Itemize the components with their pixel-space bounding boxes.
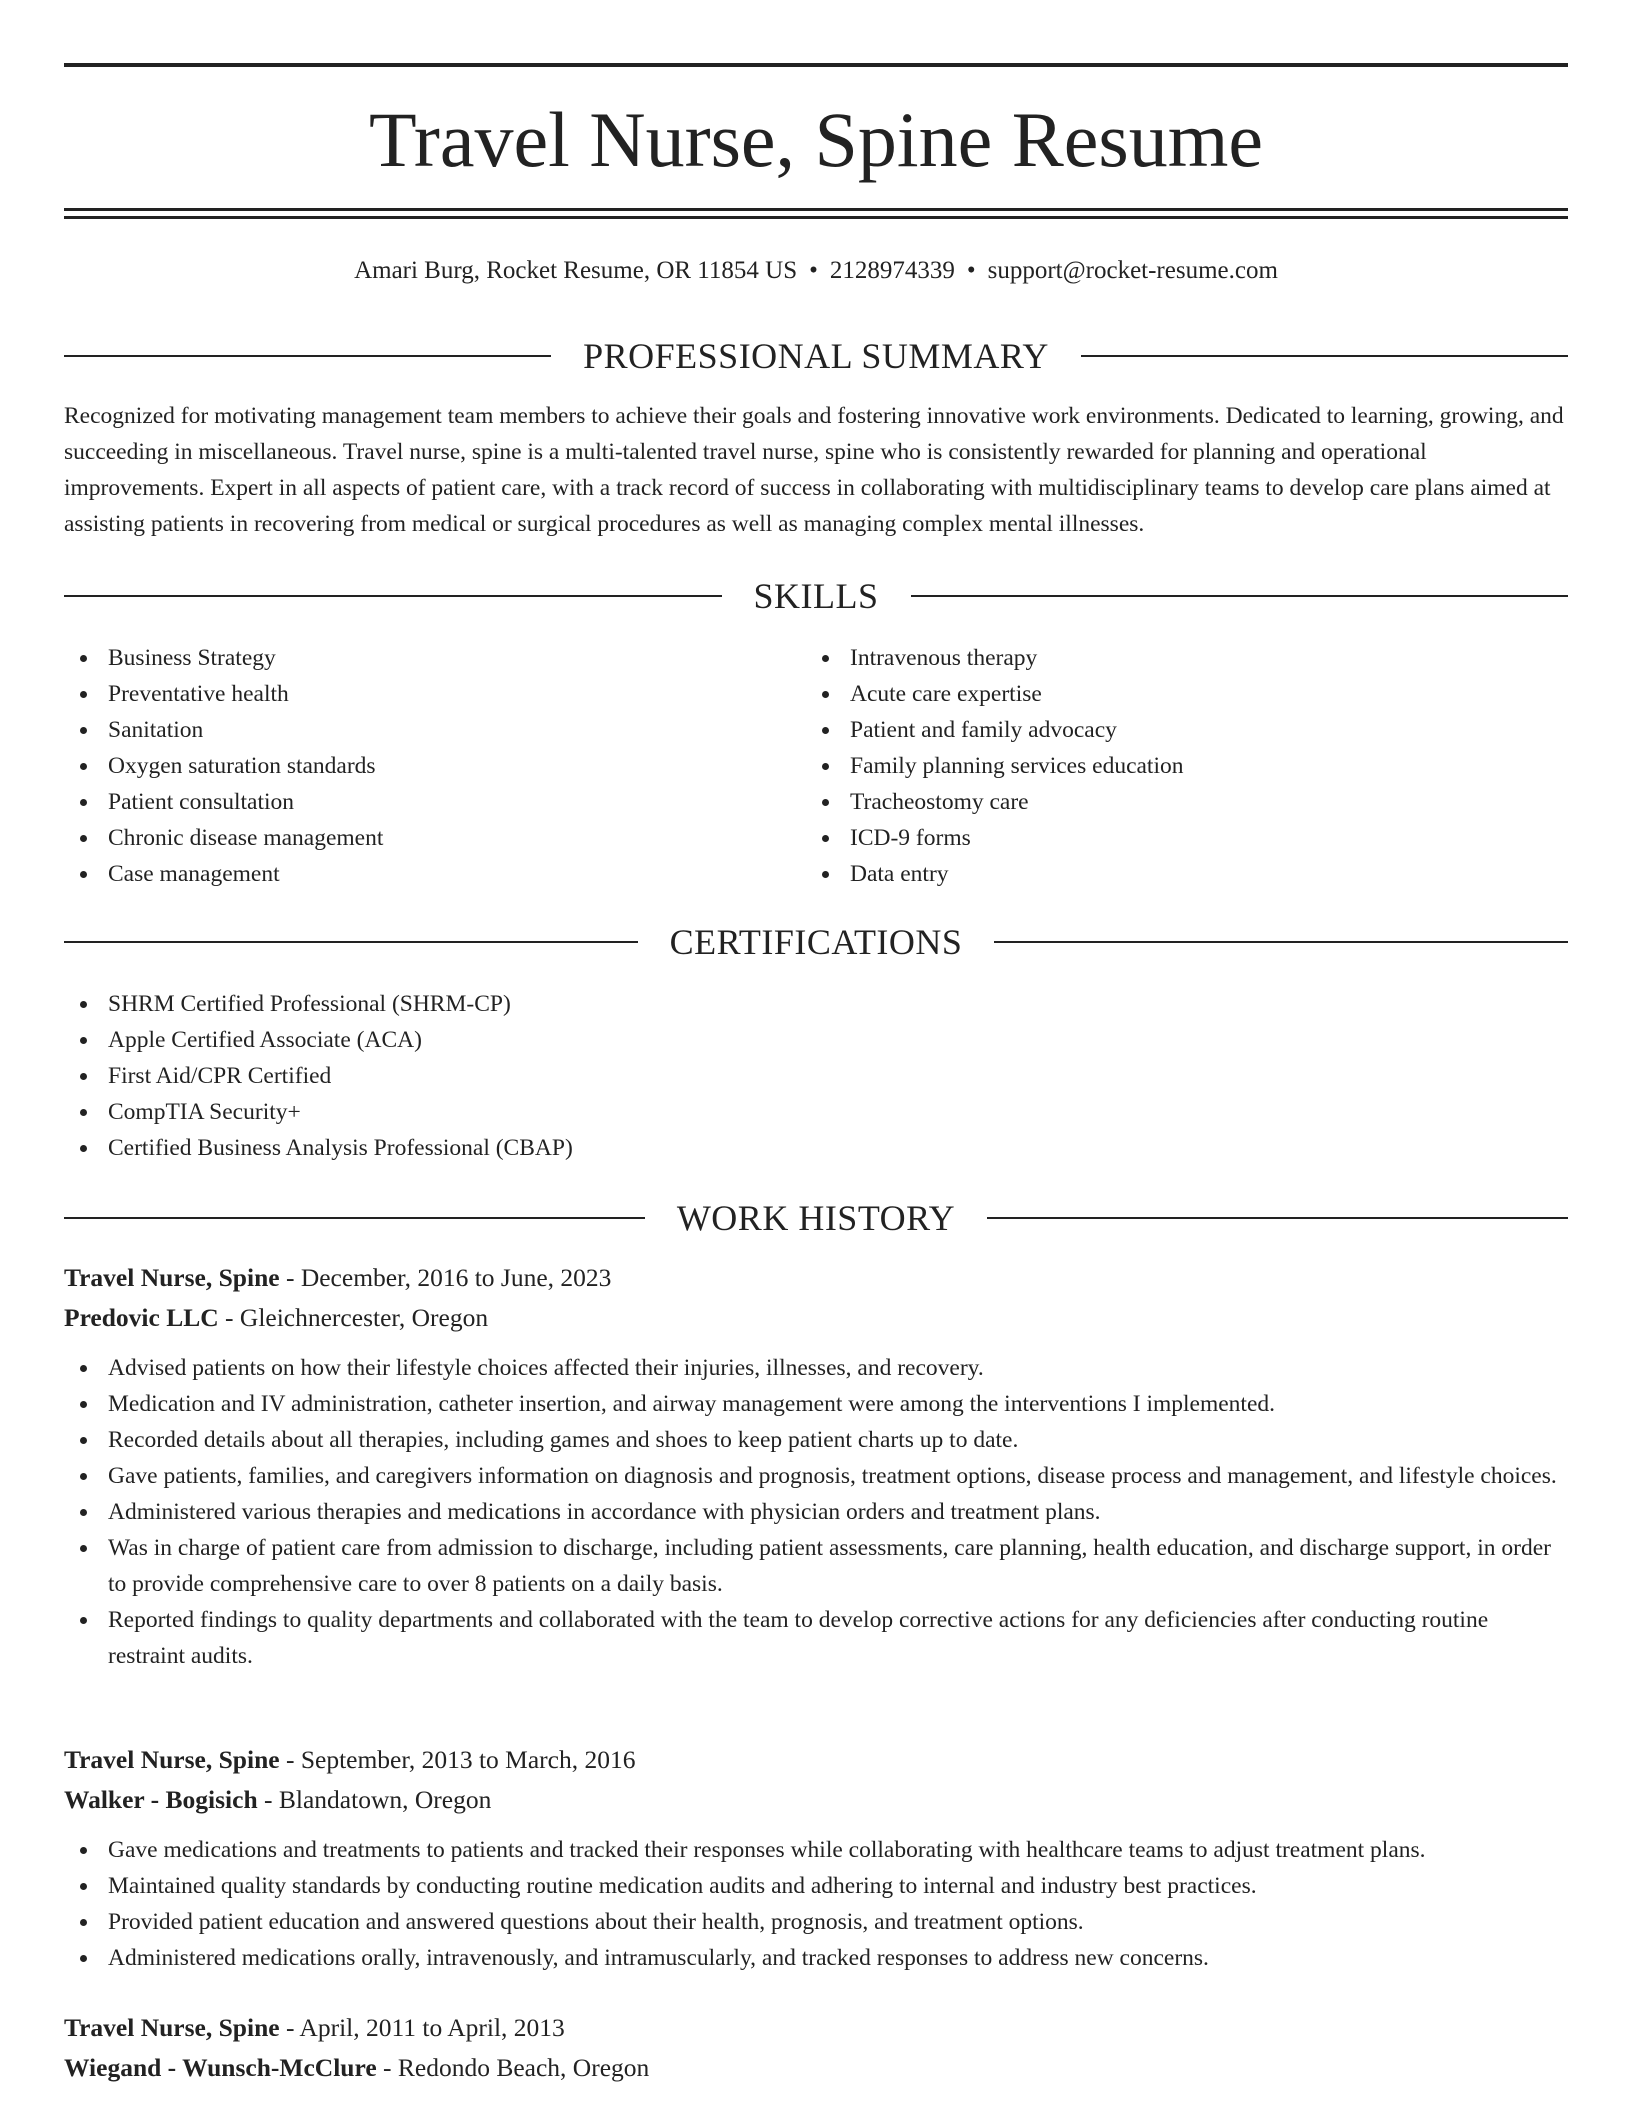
certification-item: Apple Certified Associate (ACA) — [64, 1022, 1568, 1058]
job-duty: Provided patient education and answered questions about their health, prognosis, and treatment options. — [64, 1904, 1568, 1940]
job-duty: Reported findings to quality departments and collaborated with the team to develop corrective actions for any deficiencies after conducting routine restraint audits. — [64, 1602, 1568, 1674]
certification-item: Certified Business Analysis Professional (CBAP) — [64, 1130, 1568, 1166]
job-title-line — [64, 1740, 1568, 1780]
job-entry — [64, 2008, 1568, 2100]
section-title-summary: PROFESSIONAL SUMMARY — [583, 336, 1049, 376]
double-rule-upper — [64, 208, 1568, 211]
contact-phone: 2128974339 — [829, 257, 955, 284]
contact-address: Amari Burg, Rocket Resume, OR 11854 US — [354, 257, 798, 284]
double-rule-lower — [64, 216, 1568, 219]
section-header-summary — [64, 334, 1568, 378]
job-company-line — [64, 1298, 1568, 1338]
skill-item: Preventative health — [64, 676, 804, 712]
certifications-list — [64, 986, 1568, 1166]
job-dates: - September, 2013 to March, 2016 — [279, 1745, 636, 1774]
job-duty: Gave medications and treatments to patients and tracked their responses while collaborating with healthcare teams to adjust treatment plans. — [64, 1832, 1568, 1868]
job-duty: Maintained quality standards by conducting routine medication audits and adhering to internal and industry best practices. — [64, 1868, 1568, 1904]
top-rule — [64, 63, 1568, 67]
skill-item: Case management — [64, 856, 804, 892]
job-location: - Redondo Beach, Oregon — [376, 2053, 650, 2082]
certification-item: CompTIA Security+ — [64, 1094, 1568, 1130]
skill-item: Tracheostomy care — [806, 784, 1568, 820]
summary-text: Recognized for motivating management team members to achieve their goals and fostering innovative work environments. Dedicated to learning, growing, and succeeding in miscellaneous. Travel nurse, spine is a multi-talented travel nurse, spine who is consistently rewarded for planning and operational improvements. Expert in all aspects of patient care, with a track record of success in collaborating with multidisciplinary teams to develop care plans aimed at assisting patients in recovering from medical or surgical procedures as well as managing complex mental illnesses. — [64, 403, 1564, 537]
section-rule — [987, 1217, 1568, 1219]
job-duty: Was in charge of patient care from admission to discharge, including patient assessments, care planning, health education, and discharge support, in order to provide comprehensive care to over 8 patients on a daily basis. — [64, 1530, 1568, 1602]
job-dates: - December, 2016 to June, 2023 — [279, 1263, 612, 1292]
contact-separator: • — [809, 257, 818, 284]
job-company: Walker - Bogisich — [64, 1785, 258, 1814]
job-company: Wiegand - Wunsch-McClure — [64, 2053, 377, 2082]
job-title: Travel Nurse, Spine — [64, 1745, 280, 1774]
contact-email: support@rocket-resume.com — [987, 257, 1278, 284]
skill-item: Oxygen saturation standards — [64, 748, 804, 784]
job-company: Predovic LLC — [64, 1303, 219, 1332]
job-dates: - April, 2011 to April, 2013 — [279, 2013, 565, 2042]
section-rule — [64, 941, 638, 943]
job-location: - Blandatown, Oregon — [257, 1785, 492, 1814]
job-entry — [64, 1740, 1568, 1976]
skill-item: Patient and family advocacy — [806, 712, 1568, 748]
job-title-line — [64, 1258, 1568, 1298]
section-header-certifications — [64, 920, 1568, 964]
section-rule — [1081, 355, 1568, 357]
section-rule — [64, 1217, 645, 1219]
job-title-line — [64, 2008, 1568, 2048]
job-duty: Administered medications orally, intravenously, and intramuscularly, and tracked responses to address new concerns. — [64, 1940, 1568, 1976]
job-duty: Advised patients on how their lifestyle choices affected their injuries, illnesses, and recovery. — [64, 1350, 1568, 1386]
section-rule — [911, 595, 1569, 597]
section-title-certifications: CERTIFICATIONS — [669, 922, 963, 962]
skill-item: Acute care expertise — [806, 676, 1568, 712]
skill-item: ICD-9 forms — [806, 820, 1568, 856]
section-rule — [64, 595, 722, 597]
skill-item: Data entry — [806, 856, 1568, 892]
section-rule — [64, 355, 551, 357]
job-title: Travel Nurse, Spine — [64, 1263, 280, 1292]
contact-line — [64, 254, 1568, 288]
skill-item: Business Strategy — [64, 640, 804, 676]
job-duties-list — [64, 1350, 1568, 1674]
resume-title: Travel Nurse, Spine Resume — [368, 96, 1264, 183]
section-header-work-history — [64, 1196, 1568, 1240]
job-duty: Medication and IV administration, catheter insertion, and airway management were among the interventions I implemented. — [64, 1386, 1568, 1422]
section-header-skills — [64, 574, 1568, 618]
skill-item: Intravenous therapy — [806, 640, 1568, 676]
job-duty: Gave patients, families, and caregivers information on diagnosis and prognosis, treatment options, disease process and management, and lifestyle choices. — [64, 1458, 1568, 1494]
job-entry — [64, 1258, 1568, 1674]
job-title: Travel Nurse, Spine — [64, 2013, 280, 2042]
job-duty: Recorded details about all therapies, including games and shoes to keep patient charts up to date. — [64, 1422, 1568, 1458]
skill-item: Family planning services education — [806, 748, 1568, 784]
section-rule — [994, 941, 1568, 943]
job-duty: Administered various therapies and medications in accordance with physician orders and treatment plans. — [64, 1494, 1568, 1530]
contact-separator: • — [966, 257, 976, 284]
skills-list-left — [64, 640, 804, 892]
job-duties-list — [64, 1832, 1568, 1976]
skill-item: Chronic disease management — [64, 820, 804, 856]
section-title-work-history: WORK HISTORY — [676, 1198, 956, 1238]
skills-list-right — [806, 640, 1568, 892]
job-location: - Gleichnercester, Oregon — [218, 1303, 489, 1332]
skill-item: Patient consultation — [64, 784, 804, 820]
skill-item: Sanitation — [64, 712, 804, 748]
certification-item: SHRM Certified Professional (SHRM-CP) — [64, 986, 1568, 1022]
job-company-line — [64, 1780, 1568, 1820]
certification-item: First Aid/CPR Certified — [64, 1058, 1568, 1094]
job-company-line — [64, 2048, 1568, 2088]
section-title-skills: SKILLS — [753, 576, 879, 616]
